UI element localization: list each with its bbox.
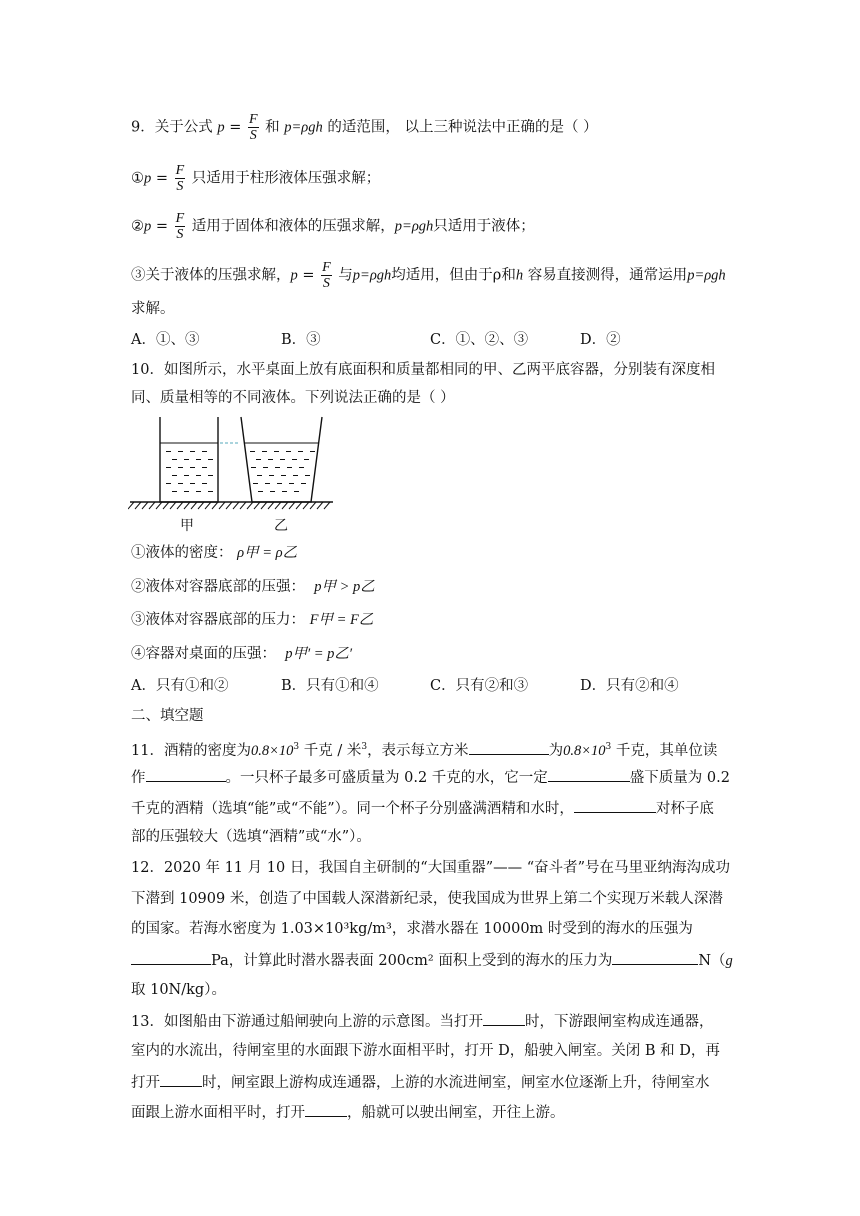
- q10-stem-line-2: 同、质量相等的不同液体。下列说法正确的是（ ）: [131, 390, 455, 406]
- label-jia: 甲: [180, 518, 194, 534]
- q12-line-1: 12．2020 年 11 月 10 日，我国自主研制的“大国重器”—— “奋斗者”号在马里亚纳海沟成功: [131, 860, 731, 876]
- q10-option-c[interactable]: C．只有②和③: [430, 678, 529, 694]
- q9-option-c[interactable]: C．①、②、③: [430, 332, 529, 348]
- q11-line-4: 部的压强较大（选填“酒精”或“水”）。: [131, 829, 371, 845]
- q10-option-d[interactable]: D．只有②和④: [580, 678, 679, 694]
- answer-blank[interactable]: [574, 798, 656, 813]
- q10-statement-1: ①液体的密度： ρ甲 = ρ乙: [131, 545, 298, 561]
- q9-statement-3: ③关于液体的压强求解，p = $\frac{F}{S}$ 与p=ρgh均适用，但由于ρ和h 容易直接测得，通常运用p=ρgh: [131, 260, 726, 291]
- table-hatching: [128, 502, 330, 509]
- answer-blank[interactable]: [483, 1011, 525, 1026]
- q10-statement-3: ③液体对容器底部的压力： F甲 = F乙: [131, 612, 374, 628]
- fraction-f-over-s: $\frac{F}{S}$: [322, 260, 331, 291]
- q10-statement-4: ④容器对桌面的压强： p甲′ = p乙′: [131, 646, 353, 662]
- answer-blank[interactable]: [548, 767, 630, 782]
- q12-line-4: Pa，计算此时潜水器表面 200cm² 面积上受到的海水的压力为 N（g: [131, 950, 733, 971]
- liquid-jia: [166, 451, 213, 492]
- q10-option-a[interactable]: A．只有①和②: [131, 678, 229, 694]
- q10-stem-line-1: 10．如图所示，水平桌面上放有底面积和质量都相同的甲、乙两平底容器，分别装有深度相: [131, 362, 715, 378]
- q9-option-a[interactable]: A．①、③: [131, 332, 200, 348]
- answer-blank[interactable]: [160, 1072, 202, 1087]
- q10-option-b[interactable]: B．只有①和④: [281, 678, 379, 694]
- containers-figure: [128, 412, 338, 541]
- q13-line-4: 面跟上游水面相平时，打开 ，船就可以驶出闸室，开往上游。: [131, 1102, 565, 1123]
- answer-blank[interactable]: [469, 740, 549, 755]
- containers-diagram: [128, 412, 338, 537]
- fraction-f-over-s: $\frac{F}{S}$: [175, 163, 185, 194]
- q10-statement-2: ②液体对容器底部的压强： p甲 > p乙: [131, 579, 375, 595]
- section-heading: 二、填空题: [131, 708, 204, 724]
- q9-statement-3-cont: 求解。: [131, 301, 175, 317]
- answer-blank[interactable]: [612, 950, 698, 965]
- q13-line-3: 打开 时，闸室跟上游构成连通器，上游的水流进闸室，闸室水位逐渐上升，待闸室水: [131, 1072, 710, 1093]
- answer-blank[interactable]: [146, 767, 226, 782]
- q9-stem: 9．关于公式 p = $\frac{F}{S}$ 和 p=ρgh 的适范围， 以上三种说法中正确的是（ ）: [131, 112, 598, 143]
- q9-stem-text: 9．关于公式: [131, 119, 213, 136]
- q9-statement-1: ①p = $\frac{F}{S}$ 只适用于柱形液体压强求解；: [131, 163, 381, 194]
- q11-line-2: 作 。一只杯子最多可盛质量为 0.2 千克的水，它一定 盛下质量为 0.2: [131, 767, 730, 788]
- q9-statement-2: ②p = $\frac{F}{S}$ 适用于固体和液体的压强求解，p=ρgh只适用于液体；: [131, 211, 535, 242]
- q9-option-b[interactable]: B．③: [281, 332, 321, 348]
- label-yi: 乙: [274, 518, 288, 534]
- q12-line-5: 取 10N/kg）。: [131, 982, 226, 998]
- q11-line-1: 11．酒精的密度为$0.8\times 10^3$ 千克 / 米$^3$，表示每立方米 为$0.8\times 10^3$ 千克，其单位读: [131, 737, 717, 761]
- answer-blank[interactable]: [305, 1102, 347, 1117]
- q12-line-2: 下潜到 10909 米，创造了中国载人深潜新纪录，使我国成为世界上第二个实现万米载人深潜: [131, 891, 723, 907]
- answer-blank[interactable]: [131, 950, 211, 965]
- q13-line-2: 室内的水流出，待闸室里的水面跟下游水面相平时，打开 D，船驶入闸室。关闭 B 和 D，再: [131, 1043, 720, 1059]
- q13-line-1: 13．如图船由下游通过船闸驶向上游的示意图。当打开 时，下游跟闸室构成连通器，: [131, 1011, 713, 1032]
- q12-line-3: 的国家。若海水密度为 1.03×10³kg/m³，求潜水器在 10000m 时受到的海水的压强为: [131, 921, 693, 937]
- liquid-yi: [250, 451, 315, 492]
- q9-option-d[interactable]: D．②: [580, 332, 621, 348]
- fraction-f-over-s: $\frac{F}{S}$: [175, 211, 185, 242]
- fraction-f-over-s: $\frac{F}{S}$: [248, 112, 258, 143]
- q11-line-3: 千克的酒精（选填“能”或“不能”）。同一个杯子分别盛满酒精和水时， 对杯子底: [131, 798, 714, 819]
